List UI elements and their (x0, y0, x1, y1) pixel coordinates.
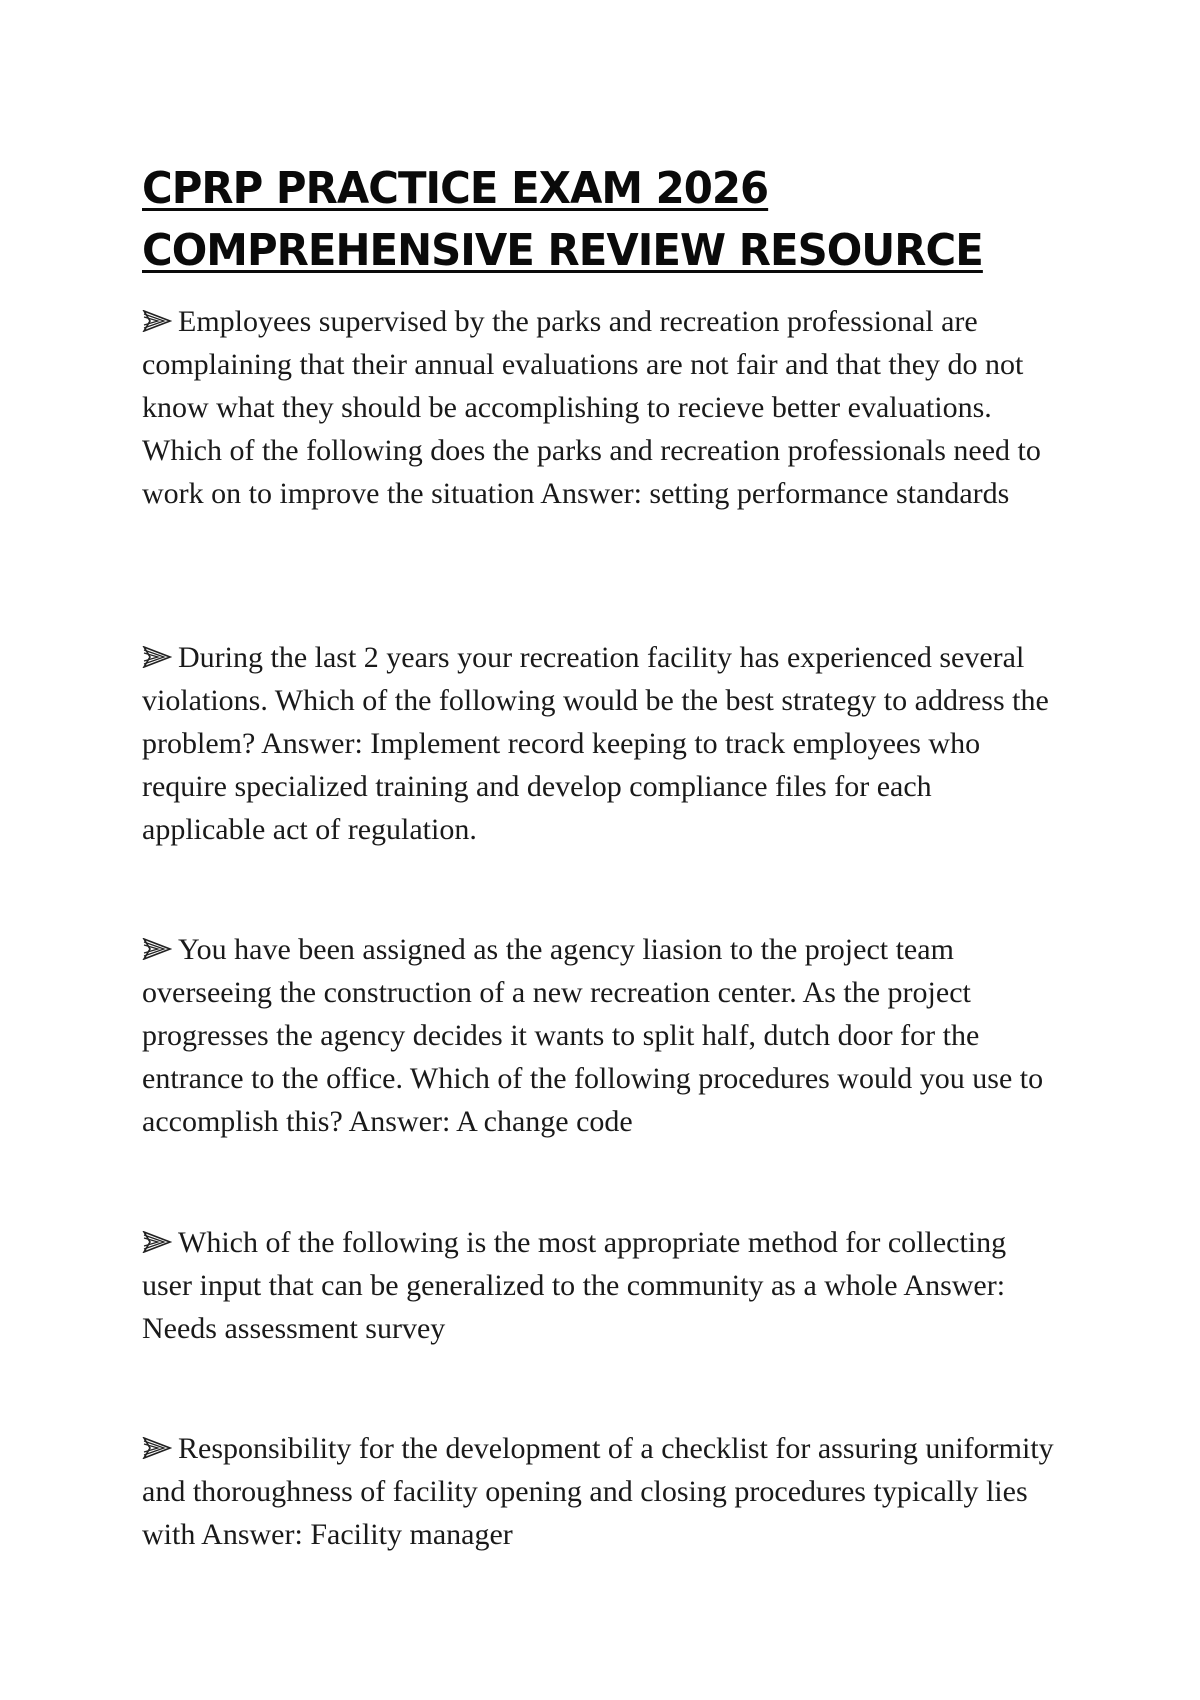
qa-item-text: Which of the following is the most appropriate method for collecting user input that can be generalized to the community as a whole Answer: Needs assessment survey (142, 1226, 1007, 1345)
title-line-1: CPRP PRACTICE EXAM 2026 (142, 163, 769, 214)
qa-item (142, 1221, 1062, 1350)
arrowhead-bullet-icon (142, 310, 172, 332)
qa-item-text: During the last 2 years your recreation facility has experienced several violations. Which of the following would be the best strategy to address the problem? Answer: Implement record keeping to track employees who require specialized training and develop compliance files for each applicable act of regulation. (142, 641, 1049, 846)
qa-item (142, 928, 1062, 1143)
qa-item (142, 300, 1062, 515)
arrowhead-bullet-icon (142, 646, 172, 668)
qa-item (142, 636, 1062, 851)
title-line-2: COMPREHENSIVE REVIEW RESOURCE (142, 225, 983, 276)
document-title (142, 158, 1102, 282)
arrowhead-bullet-icon (142, 938, 172, 960)
qa-item-text: You have been assigned as the agency liasion to the project team overseeing the construction of a new recreation center. As the project progresses the agency decides it wants to split half, dutch door for the entrance to the office. Which of the following procedures would you use to accomplish this? Answer: A change code (142, 933, 1044, 1138)
arrowhead-bullet-icon (142, 1231, 172, 1253)
qa-item-text: Responsibility for the development of a checklist for assuring uniformity and thoroughness of facility opening and closing procedures typically lies with Answer: Facility manager (142, 1432, 1054, 1551)
qa-item (142, 1427, 1062, 1556)
qa-item-text: Employees supervised by the parks and recreation professional are complaining that their annual evaluations are not fair and that they do not know what they should be accomplishing to recieve better evaluations. Which of the following does the parks and recreation professionals need to work on to improve the situation Answer: setting performance standards (142, 305, 1041, 510)
arrowhead-bullet-icon (142, 1437, 172, 1459)
